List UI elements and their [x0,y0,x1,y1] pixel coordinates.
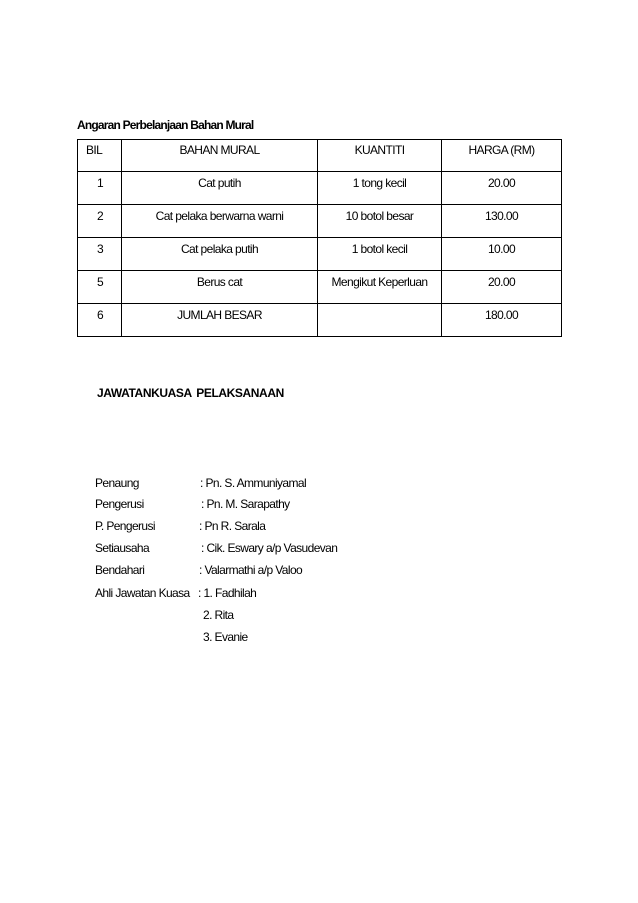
cell-price: 20.00 [442,271,562,304]
member-role: Penaung [95,476,139,490]
cell-quantity: 1 tong kecil [318,172,442,205]
member-name: : Valarmathi a/p Valoo [199,563,303,577]
header-quantity: KUANTITI [318,140,442,172]
cell-item: Cat pelaka putih [122,238,318,271]
member-name: 2. Rita [203,608,234,622]
table-row-total [78,304,562,337]
cell-quantity: 10 botol besar [318,205,442,238]
cell-quantity: 1 botol kecil [318,238,442,271]
cell-item: Berus cat [122,271,318,304]
table-row [78,271,562,304]
member-name: 3. Evanie [203,630,248,644]
header-bil: BIL [78,140,122,172]
member-role: Setiausaha [95,541,150,555]
cell-quantity [318,304,442,337]
cell-item: Cat pelaka berwarna warni [122,205,318,238]
document-title: Angaran Perbelanjaan Bahan Mural [77,118,254,132]
table-row [78,238,562,271]
cell-price: 130.00 [442,205,562,238]
cell-bil: 3 [78,238,122,271]
member-name: : Pn R. Sarala [199,519,266,533]
cell-bil: 2 [78,205,122,238]
cell-quantity: Mengikut Keperluan [318,271,442,304]
table-row [78,172,562,205]
committee-title: JAWATANKUASA PELAKSANAAN [97,386,284,400]
table-row [78,205,562,238]
member-name: : Pn. M. Sarapathy [201,497,290,511]
header-price: HARGA (RM) [442,140,562,172]
cell-price: 20.00 [442,172,562,205]
cell-price: 10.00 [442,238,562,271]
cell-price: 180.00 [442,304,562,337]
header-item: BAHAN MURAL [122,140,318,172]
cell-bil: 5 [78,271,122,304]
budget-table [77,139,562,337]
member-name: : 1. Fadhilah [198,586,257,600]
cell-bil: 1 [78,172,122,205]
cell-item: JUMLAH BESAR [122,304,318,337]
member-name: : Cik. Eswary a/p Vasudevan [201,541,338,555]
table-header-row [78,140,562,172]
member-role: P. Pengerusi [95,519,155,533]
member-role: Pengerusi [95,497,144,511]
member-role: Bendahari [95,563,145,577]
member-name: : Pn. S. Ammuniyamal [200,476,307,490]
member-role: Ahli Jawatan Kuasa [95,586,190,600]
cell-item: Cat putih [122,172,318,205]
cell-bil: 6 [78,304,122,337]
